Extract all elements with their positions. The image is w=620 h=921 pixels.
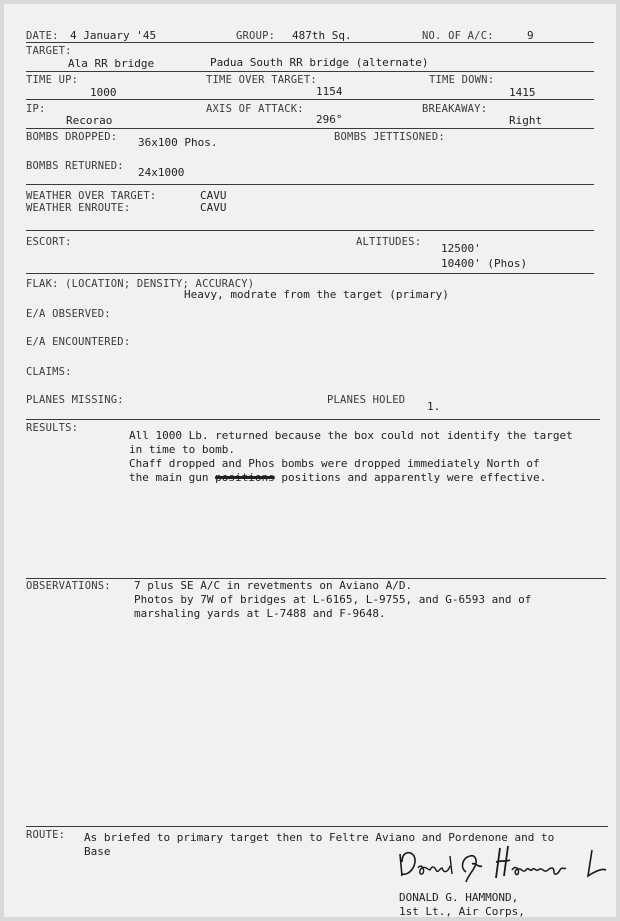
axis-label: AXIS OF ATTACK: xyxy=(206,103,304,115)
planes-holed-label: PLANES HOLED xyxy=(327,394,406,406)
rule xyxy=(26,419,600,420)
bombs-dropped-value: 36x100 Phos. xyxy=(138,136,218,149)
time-up-value: 1000 xyxy=(90,86,117,99)
date-value: 4 January '45 xyxy=(70,29,157,42)
noac-value: 9 xyxy=(527,29,534,42)
group-value: 487th Sq. xyxy=(292,29,352,42)
target-primary: Ala RR bridge xyxy=(68,57,155,70)
breakaway-label: BREAKAWAY: xyxy=(422,103,488,115)
results-line-part: positions and apparently were effective. xyxy=(274,471,547,484)
bombs-jettisoned-label: BOMBS JETTISONED: xyxy=(334,131,445,143)
bombs-returned-label: BOMBS RETURNED: xyxy=(26,160,124,172)
ea-encountered-label: E/A ENCOUNTERED: xyxy=(26,336,131,348)
observation-line: Photos by 7W of bridges at L-6165, L-9755, and G-6593 and of xyxy=(134,593,532,606)
axis-value: 296° xyxy=(316,113,343,126)
observation-line: marshaling yards at L-7488 and F-9648. xyxy=(134,607,386,620)
bombs-dropped-label: BOMBS DROPPED: xyxy=(26,131,118,143)
route-label: ROUTE: xyxy=(26,829,66,841)
results-line xyxy=(129,472,546,484)
time-down-value: 1415 xyxy=(509,86,536,99)
rule xyxy=(26,184,594,185)
flak-value: Heavy, modrate from the target (primary) xyxy=(184,288,449,301)
rule xyxy=(26,99,594,100)
observations-label: OBSERVATIONS: xyxy=(26,580,111,592)
target-alternate: Padua South RR bridge (alternate) xyxy=(210,56,429,69)
altitudes-label: ALTITUDES: xyxy=(356,236,422,248)
group-label: GROUP: xyxy=(236,30,276,42)
weather-over-label: WEATHER OVER TARGET: xyxy=(26,190,157,202)
time-over-label: TIME OVER TARGET: xyxy=(206,74,317,86)
weather-over-value: CAVU xyxy=(200,189,227,202)
ea-observed-label: E/A OBSERVED: xyxy=(26,308,111,320)
mission-report-page xyxy=(4,4,616,917)
time-up-label: TIME UP: xyxy=(26,74,79,86)
route-line: Base xyxy=(84,845,111,858)
rule xyxy=(26,826,608,827)
time-over-value: 1154 xyxy=(316,85,343,98)
planes-missing-label: PLANES MISSING: xyxy=(26,394,124,406)
signer-name: DONALD G. HAMMOND, xyxy=(399,891,519,904)
ip-value: Recorao xyxy=(66,114,113,127)
date-label: DATE: xyxy=(26,30,59,42)
altitude-1: 12500' xyxy=(441,242,481,255)
time-down-label: TIME DOWN: xyxy=(429,74,495,86)
route-line: As briefed to primary target then to Feltre Aviano and Pordenone and to xyxy=(84,831,555,844)
target-label: TARGET: xyxy=(26,45,72,57)
results-line: in time to bomb. xyxy=(129,443,235,456)
flak-label: FLAK: (LOCATION; DENSITY; ACCURACY) xyxy=(26,278,255,290)
rule xyxy=(26,273,594,274)
weather-enroute-label: WEATHER ENROUTE: xyxy=(26,202,131,214)
signer-rank: 1st Lt., Air Corps, xyxy=(399,905,525,918)
bombs-returned-value: 24x1000 xyxy=(138,166,185,179)
escort-label: ESCORT: xyxy=(26,236,72,248)
results-label: RESULTS: xyxy=(26,422,79,434)
weather-enroute-value: CAVU xyxy=(200,201,227,214)
rule xyxy=(26,42,594,43)
rule xyxy=(26,128,594,129)
results-line-part: the main gun xyxy=(129,471,216,484)
results-line: All 1000 Lb. returned because the box could not identify the target xyxy=(129,429,573,442)
results-line: Chaff dropped and Phos bombs were dropped immediately North of xyxy=(129,457,540,470)
altitude-2: 10400' (Phos) xyxy=(441,257,528,270)
rule xyxy=(26,71,594,72)
observation-line: 7 plus SE A/C in revetments on Aviano A/D. xyxy=(134,579,413,592)
struck-text: positions xyxy=(215,471,275,484)
noac-label: NO. OF A/C: xyxy=(422,30,494,42)
handwritten-signature xyxy=(396,842,616,892)
rule xyxy=(26,230,594,231)
breakaway-value: Right xyxy=(509,114,543,127)
claims-label: CLAIMS: xyxy=(26,366,72,378)
ip-label: IP: xyxy=(26,103,46,115)
planes-holed-value: 1. xyxy=(427,400,441,413)
